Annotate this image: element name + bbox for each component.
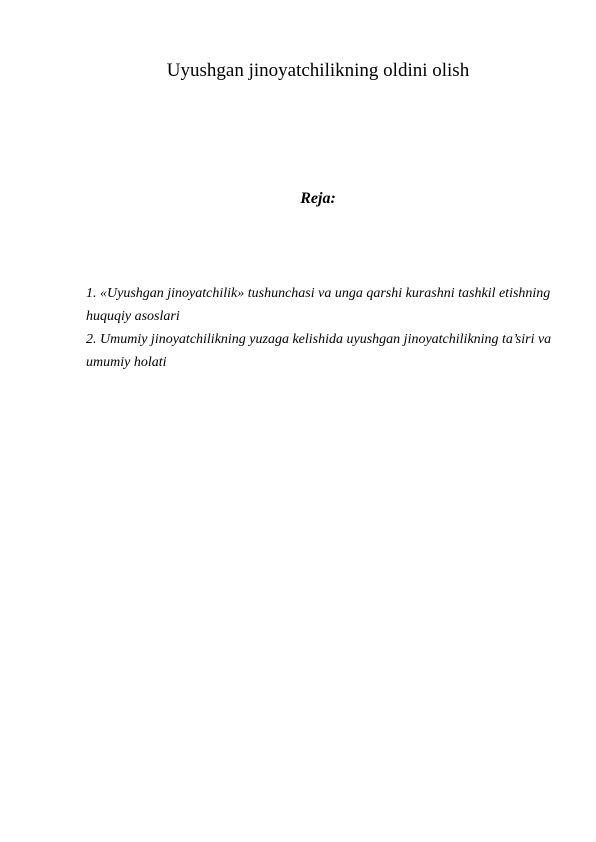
plan-item-text: Umumiy jinoyatchilikning yuzaga kelishida uyushgan jinoyatchilikning ta’siri va umumiy holati xyxy=(86,332,552,370)
plan-item-number: 1. xyxy=(86,286,97,301)
document-title: Uyushgan jinoyatchilikning oldini olish xyxy=(166,60,470,81)
plan-item-number: 2. xyxy=(86,332,97,347)
plan-heading: Reja: xyxy=(300,190,336,207)
plan-item xyxy=(86,328,576,374)
plan-item-text: «Uyushgan jinoyatchilik» tushunchasi va unga qarshi kurashni tashkil etishning huquqiy asoslari xyxy=(86,286,551,324)
plan-item xyxy=(86,282,576,328)
plan-list xyxy=(86,282,576,374)
